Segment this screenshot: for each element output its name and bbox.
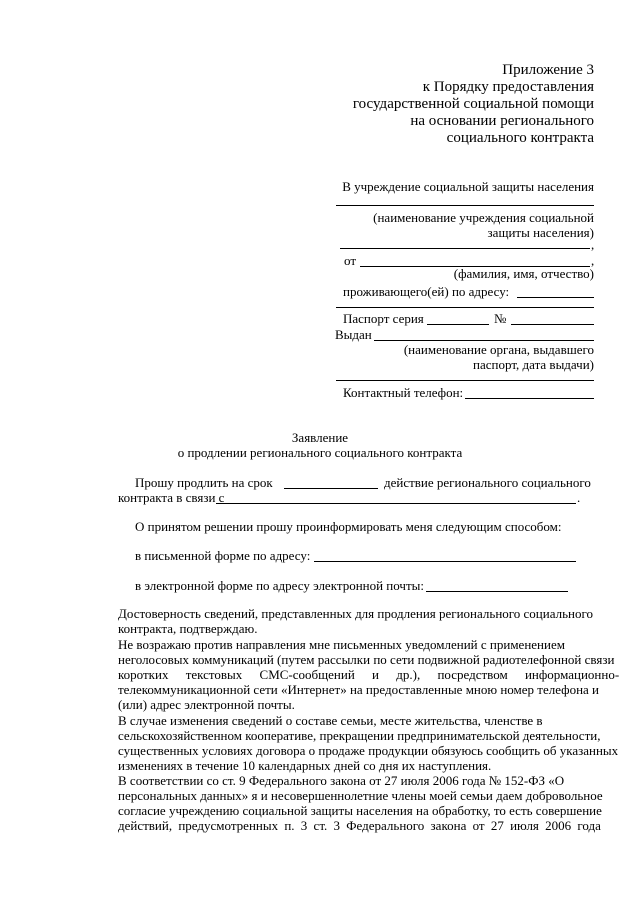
request-end: . (577, 490, 581, 505)
institution-field-2[interactable] (340, 248, 590, 249)
institution-field[interactable] (336, 205, 594, 206)
p1-line-1: Достоверность сведений, представленных для продления регионального социального (118, 606, 593, 621)
inform-line: О принятом решении прошу проинформировать меня следующим способом: (135, 519, 562, 534)
document-subtitle: о продлении регионального социального контракта (177, 445, 463, 460)
addressee-line: В учреждение социальной защиты населения (342, 179, 594, 194)
address-label: проживающего(ей) по адресу: (343, 284, 510, 299)
p4-line-2: персональных данных» я и несовершеннолетние члены моей семьи даем добровольное (118, 788, 603, 803)
from-label: от (344, 253, 357, 268)
p3-line-2: сельскохозяйственном кооперативе, прекращении предпринимательской деятельности, (118, 728, 601, 743)
p3-line-4: изменениях в течение 10 календарных дней со дня их наступления. (118, 758, 492, 773)
issued-hint-1: (наименование органа, выдавшего (403, 342, 594, 357)
passport-number-label: № (494, 311, 507, 326)
reason-field[interactable] (216, 503, 576, 504)
p4-line-3: согласие учреждению социальной защиты населения на обработку, то есть совершение (118, 803, 602, 818)
issued-label: Выдан (335, 327, 372, 342)
address-field[interactable] (517, 297, 594, 298)
appendix-line-3: государственной социальной помощи (352, 96, 594, 112)
p4-line-4: действий, предусмотренных п. 3 ст. 3 Федерального закона от 27 июля 2006 года (118, 818, 601, 833)
p2-line-4: телекоммуникационной сети «Интернет» на предоставленные мною номер телефона и (118, 682, 600, 697)
phone-field[interactable] (465, 398, 594, 399)
email-field[interactable] (426, 591, 568, 592)
address-field-2[interactable] (336, 307, 594, 308)
p3-line-1: В случае изменения сведений о составе семьи, месте жительства, членстве в (118, 713, 543, 728)
issued-field[interactable] (374, 340, 594, 341)
term-field[interactable] (284, 488, 378, 489)
appendix-line-1: Приложение 3 (502, 62, 594, 78)
passport-number-field[interactable] (511, 324, 594, 325)
institution-hint-1: (наименование учреждения социальной (373, 210, 594, 225)
passport-series-field[interactable] (427, 324, 489, 325)
issued-field-2[interactable] (336, 380, 594, 381)
comma: , (591, 237, 595, 252)
email-label: в электронной форме по адресу электронной почты: (135, 578, 424, 593)
postal-label: в письменной форме по адресу: (135, 548, 311, 563)
p3-line-3: существенных условиях договора о продаже продукции обязуюсь сообщить об указанных (118, 743, 619, 758)
request-text-c: контракта в связи с (118, 490, 225, 505)
p2-line-5: (или) адрес электронной почты. (118, 697, 295, 712)
request-text-b: действие регионального социального (384, 475, 591, 490)
phone-label: Контактный телефон: (343, 385, 464, 400)
appendix-line-2: к Порядку предоставления (422, 79, 594, 95)
name-hint: (фамилия, имя, отчество) (453, 266, 594, 281)
p1-line-2: контракта, подтверждаю. (118, 621, 258, 636)
p2-line-1: Не возражаю против направления мне письменных уведомлений с применением (118, 637, 565, 652)
p4-line-1: В соответствии со ст. 9 Федерального закона от 27 июля 2006 года № 152-ФЗ «О (118, 773, 565, 788)
from-end-comma: , (591, 253, 595, 268)
issued-hint-2: паспорт, дата выдачи) (473, 357, 594, 372)
appendix-line-4: на основании регионального (410, 113, 594, 129)
p2-line-3: коротких текстовых СМС-сообщений и др.), посредством информационно- (118, 667, 620, 682)
request-text-a: Прошу продлить на срок (135, 475, 273, 490)
document-title: Заявление (291, 430, 349, 445)
appendix-line-5: социального контракта (446, 130, 594, 146)
institution-hint-2: защиты населения) (487, 225, 594, 240)
passport-series-label: Паспорт серия (343, 311, 424, 326)
p2-line-2: неголосовых коммуникаций (путем рассылки по сети подвижной радиотелефонной связи (118, 652, 615, 667)
postal-address-field[interactable] (314, 561, 576, 562)
